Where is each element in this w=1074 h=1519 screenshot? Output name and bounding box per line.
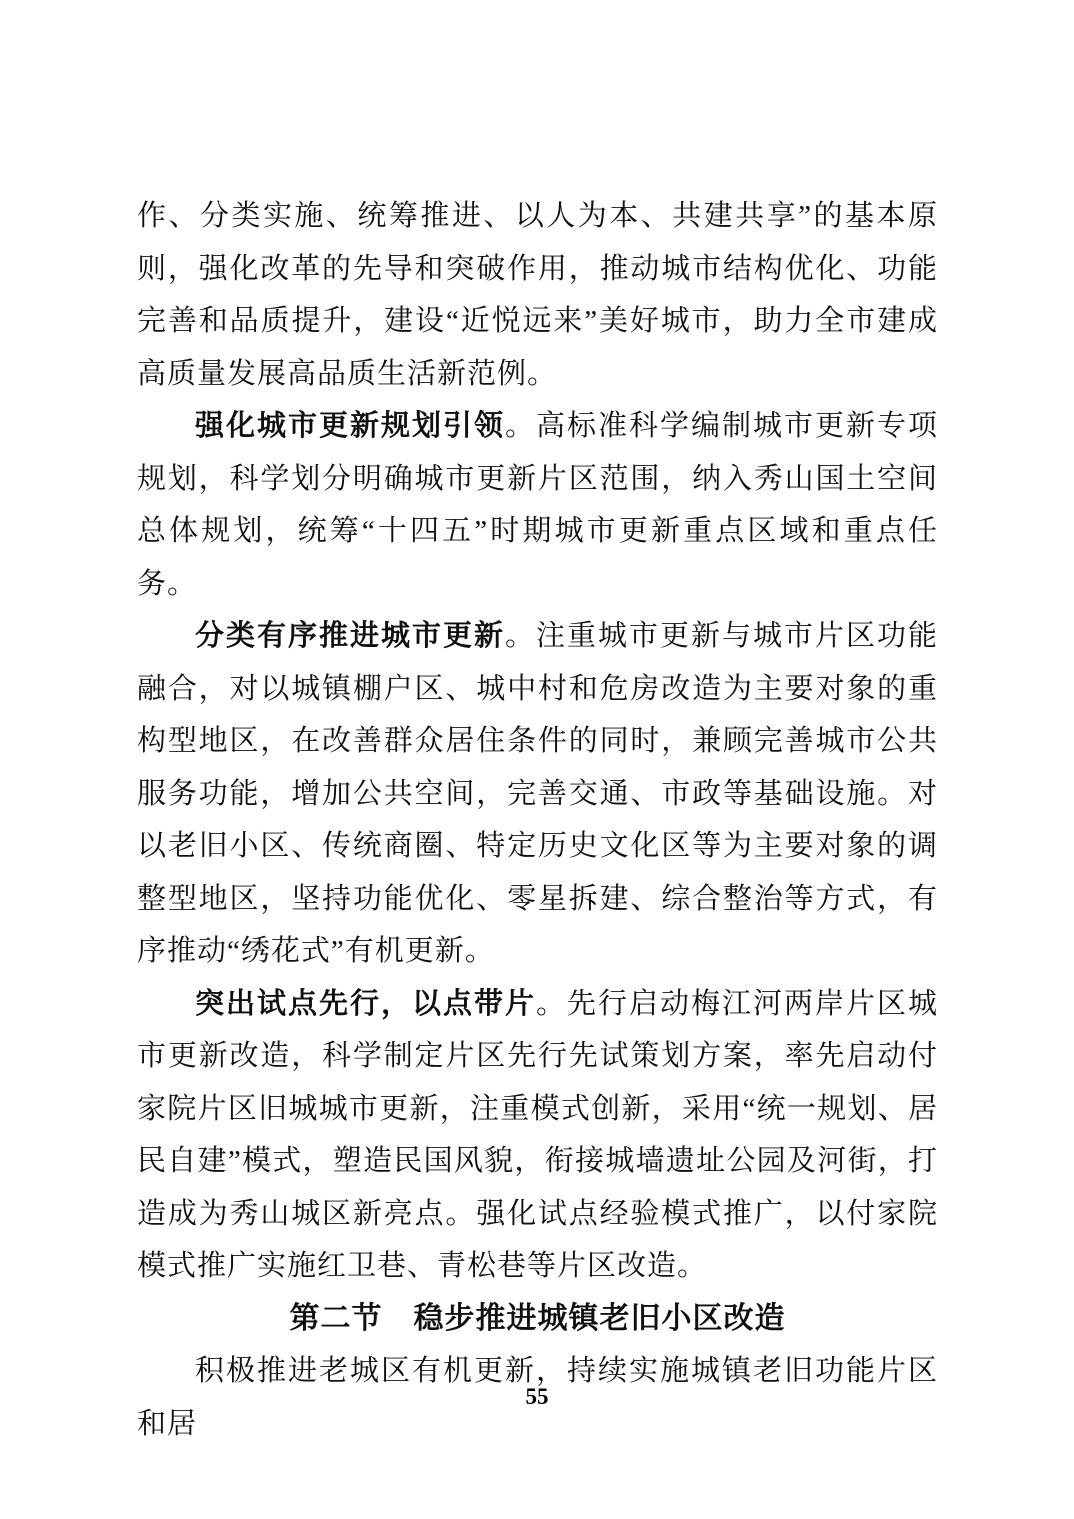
page-number: 55 [525, 1384, 549, 1409]
paragraph-text: 。高标准科学编制城市更新专项规划，科学划分明确城市更新片区范围，纳入秀山国土空间总体规划，统筹“十四五”时期城市更新重点区域和重点任务。 [137, 410, 938, 600]
paragraph-text: 积极推进老城区有机更新，持续实施城镇老旧功能片区和居 [137, 1355, 938, 1440]
paragraph-lead: 分类有序推进城市更新 [195, 620, 505, 652]
paragraph-lead: 突出试点先行，以点带片 [195, 987, 536, 1020]
paragraph-pilot-first [137, 978, 938, 1293]
paragraph-lead: 强化城市更新规划引领 [195, 410, 505, 442]
paragraph-text: 作、分类实施、统筹推进、以人为本、共建共享”的基本原则，强化改革的先导和突破作用，推动城市结构优化、功能完善和品质提升，建设“近悦远来”美好城市，助力全市建成高质量发展高品质生活新范例。 [137, 200, 938, 390]
paragraph-text: 。先行启动梅江河两岸片区城市更新改造，科学制定片区先行先试策划方案，率先启动付家院片区旧城城市更新，注重模式创新，采用“统一规划、居民自建”模式，塑造民国风貌，衔接城墙遗址公园及河街，打造成为秀山城区新亮点。强化试点经验模式推广，以付家院模式推广实施红卫巷、青松巷等片区改造。 [137, 987, 938, 1282]
paragraph-continuation [137, 190, 938, 400]
section-heading: 第二节 稳步推进城镇老旧小区改造 [289, 1301, 786, 1335]
paragraph-planning-guidance [137, 400, 938, 610]
paragraph-text: 。注重城市更新与城市片区功能融合，对以城镇棚户区、城中村和危房改造为主要对象的重构型地区，在改善群众居住条件的同时，兼顾完善城市公共服务功能，增加公共空间，完善交通、市政等基础设施。对以老旧小区、传统商圈、特定历史文化区等为主要对象的调整型地区，坚持功能优化、零星拆建、综合整治等方式，有序推动“绣花式”有机更新。 [137, 620, 938, 967]
body-text [137, 190, 938, 1450]
paragraph-classified-renewal [137, 610, 938, 978]
